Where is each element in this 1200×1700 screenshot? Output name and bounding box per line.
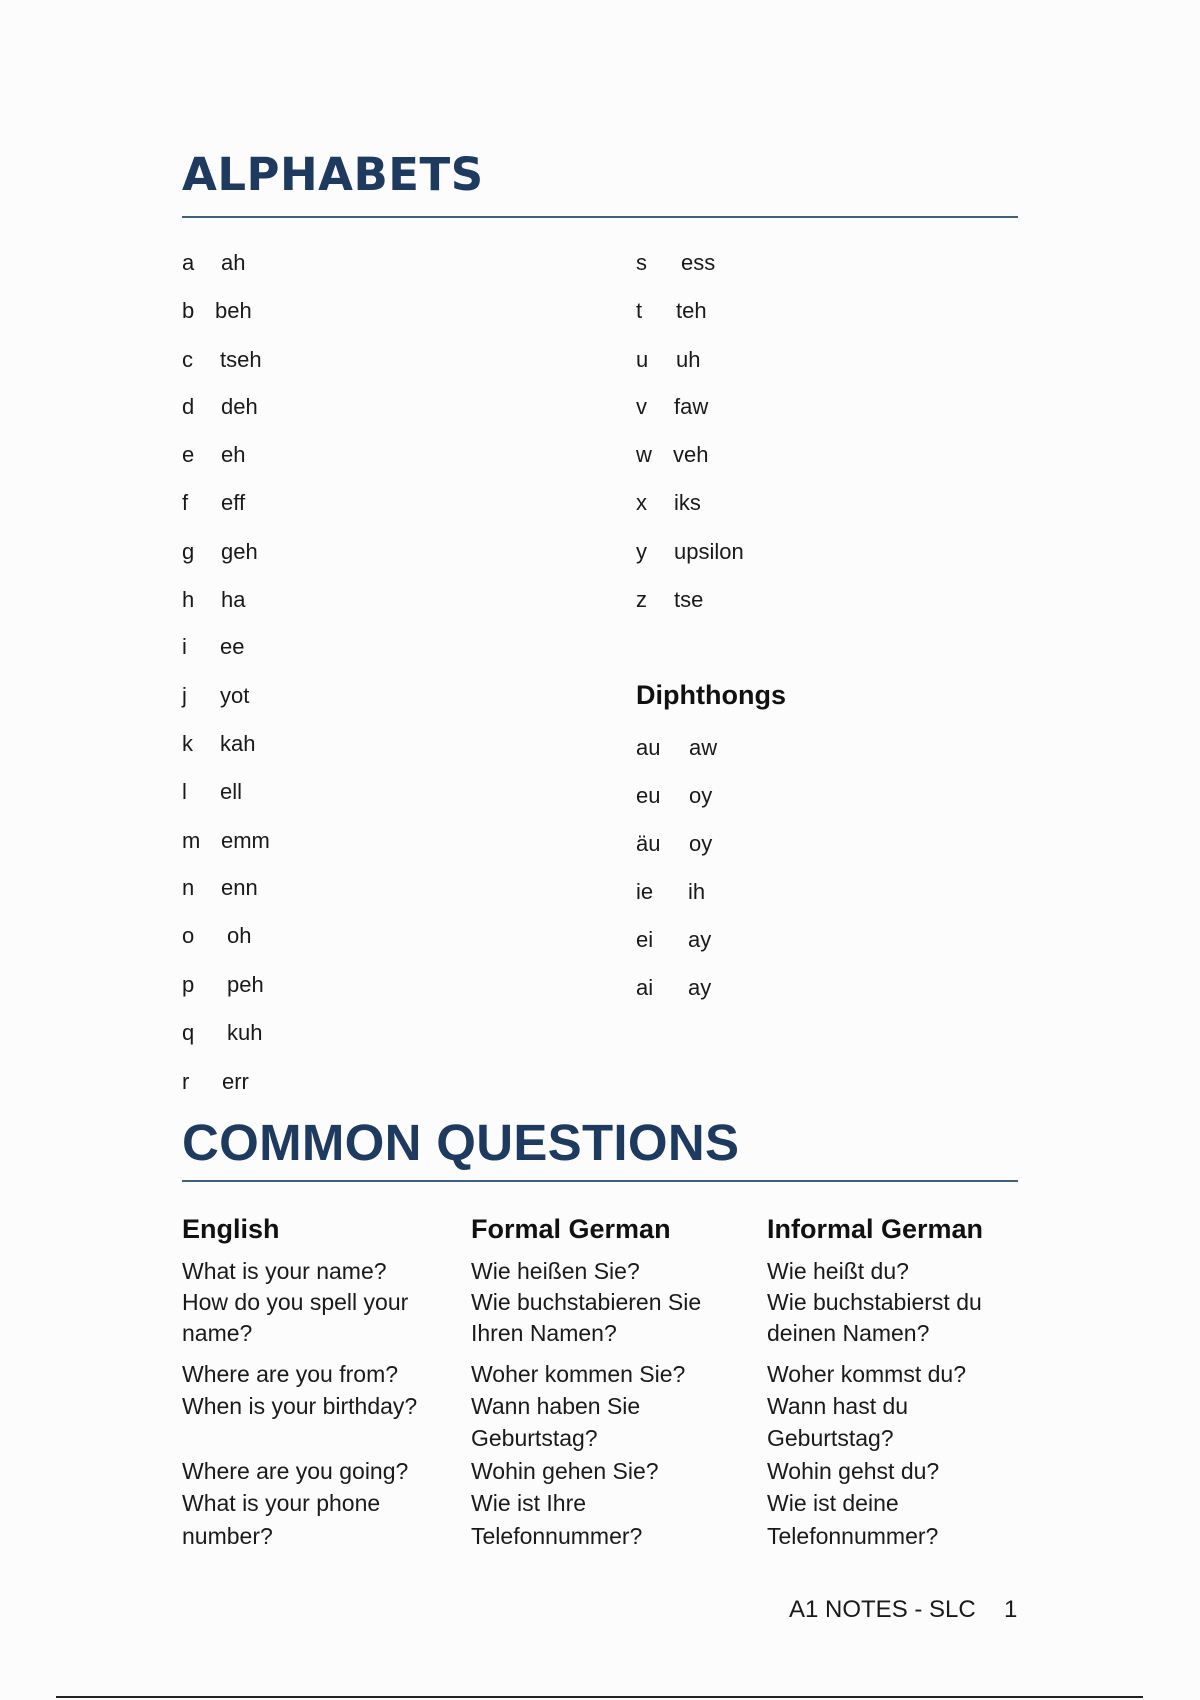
pronunciation: beh — [215, 298, 252, 323]
question-line: Wohin gehen Sie? — [471, 1458, 659, 1484]
letter: d — [182, 394, 195, 419]
alphabets-divider — [182, 216, 1018, 218]
question-line: Geburtstag? — [767, 1425, 894, 1451]
pronunciation: ha — [221, 587, 246, 612]
diphthong: au — [636, 735, 661, 760]
pronunciation: teh — [676, 298, 707, 323]
question-line: Telefonnummer? — [471, 1523, 643, 1549]
letter: o — [182, 923, 195, 948]
question-line: Telefonnummer? — [767, 1523, 939, 1549]
question-line: Ihren Namen? — [471, 1320, 617, 1346]
letter: p — [182, 972, 195, 997]
letter: u — [636, 347, 649, 372]
pronunciation: aw — [689, 735, 718, 760]
question-line: number? — [182, 1523, 273, 1549]
pronunciation: oy — [689, 783, 713, 808]
page-number: 1 — [1004, 1596, 1018, 1623]
page-bottom-rule — [56, 1696, 1143, 1698]
formal-german-column-heading: Formal German — [471, 1214, 671, 1244]
letter: x — [636, 490, 647, 515]
diphthong: ei — [636, 927, 654, 952]
question-line: deinen Namen? — [767, 1320, 930, 1346]
pronunciation: kah — [220, 731, 256, 756]
question-line: Wie buchstabieren Sie — [471, 1289, 702, 1315]
pronunciation: emm — [221, 828, 270, 853]
letter: v — [636, 394, 647, 419]
pronunciation: oy — [689, 831, 713, 856]
question-line: Wann hast du — [767, 1393, 909, 1419]
diphthong: eu — [636, 783, 661, 808]
question-line: How do you spell your — [182, 1289, 409, 1315]
diphthong: äu — [636, 831, 661, 856]
letter: y — [636, 539, 647, 564]
pronunciation: kuh — [227, 1020, 263, 1045]
pronunciation: deh — [221, 394, 258, 419]
letter: c — [182, 347, 193, 372]
pronunciation: ay — [688, 975, 712, 1000]
pronunciation: ah — [221, 250, 246, 275]
question-line: Wie ist deine — [767, 1490, 899, 1516]
letter: m — [182, 828, 201, 853]
letter: n — [182, 875, 195, 900]
question-line: Wie ist Ihre — [471, 1490, 587, 1516]
letter: q — [182, 1020, 195, 1045]
pronunciation: geh — [221, 539, 258, 564]
pronunciation: yot — [220, 683, 250, 708]
pronunciation: faw — [674, 394, 709, 419]
common-questions-heading: COMMON QUESTIONS — [182, 1114, 740, 1171]
diphthongs-heading: Diphthongs — [636, 680, 786, 710]
pronunciation: uh — [676, 347, 701, 372]
letter: j — [182, 683, 187, 708]
question-line: Wie heißt du? — [767, 1258, 909, 1284]
letter: z — [636, 587, 647, 612]
pronunciation: iks — [674, 490, 701, 515]
letter: w — [636, 442, 652, 467]
question-line: When is your birthday? — [182, 1393, 418, 1419]
letter: e — [182, 442, 195, 467]
pronunciation: eff — [221, 490, 246, 515]
question-line: Geburtstag? — [471, 1425, 598, 1451]
question-line: What is your phone — [182, 1490, 381, 1516]
question-line: Wann haben Sie — [471, 1393, 641, 1419]
question-line: Wohin gehst du? — [767, 1458, 940, 1484]
pronunciation: ay — [688, 927, 712, 952]
letter: k — [182, 731, 193, 756]
question-line: Woher kommst du? — [767, 1361, 966, 1387]
pronunciation: tseh — [220, 347, 262, 372]
pronunciation: oh — [227, 923, 252, 948]
pronunciation: ess — [681, 250, 716, 275]
letter: t — [636, 298, 643, 323]
informal-german-column-heading: Informal German — [767, 1214, 984, 1244]
letter: f — [182, 490, 189, 515]
question-line: Wie heißen Sie? — [471, 1258, 640, 1284]
letter: l — [182, 779, 187, 804]
pronunciation: veh — [673, 442, 709, 467]
letter: h — [182, 587, 195, 612]
letter: a — [182, 250, 195, 275]
questions-divider — [182, 1180, 1018, 1182]
pronunciation: upsilon — [674, 539, 744, 564]
letter: b — [182, 298, 195, 323]
pronunciation: tse — [674, 587, 704, 612]
letter: s — [636, 250, 647, 275]
pronunciation: ee — [220, 634, 245, 659]
diphthong: ie — [636, 879, 654, 904]
footer-label: A1 NOTES - SLC — [789, 1596, 976, 1623]
letter: g — [182, 539, 195, 564]
question-line: Woher kommen Sie? — [471, 1361, 686, 1387]
question-line: What is your name? — [182, 1258, 387, 1284]
letter: i — [182, 634, 187, 659]
pronunciation: peh — [227, 972, 264, 997]
pronunciation: ell — [220, 779, 243, 804]
question-line: Wie buchstabierst du — [767, 1289, 982, 1315]
pronunciation: ih — [688, 879, 706, 904]
pronunciation: eh — [221, 442, 246, 467]
english-column-heading: English — [182, 1214, 280, 1244]
question-line: name? — [182, 1320, 253, 1346]
letter: r — [182, 1069, 190, 1094]
question-line: Where are you going? — [182, 1458, 409, 1484]
pronunciation: err — [222, 1069, 249, 1094]
question-line: Where are you from? — [182, 1361, 399, 1387]
alphabets-heading: ALPHABETS — [182, 148, 484, 201]
diphthong: ai — [636, 975, 654, 1000]
pronunciation: enn — [221, 875, 258, 900]
